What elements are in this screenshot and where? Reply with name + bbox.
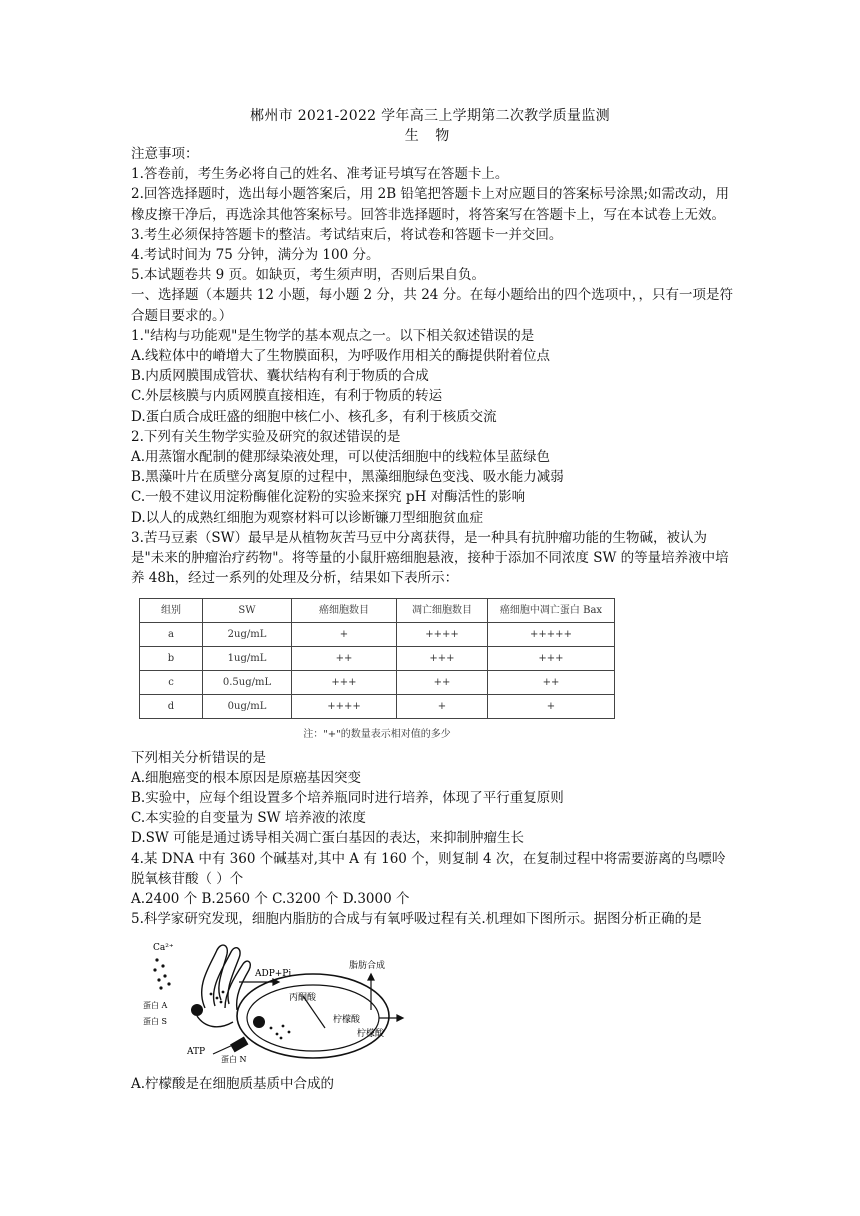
table-cell: +++++ (488, 623, 615, 647)
question-prompt: 下列相关分析错误的是 (131, 749, 266, 766)
fat-synthesis-label: 脂肪合成 (349, 960, 386, 971)
question-stem: 1."结构与功能观"是生物学的基本观点之一。以下相关叙述错误的是 (131, 327, 535, 344)
table-row (140, 623, 615, 647)
table-header-cell: 癌细胞数目 (292, 599, 397, 623)
exam-subject: 生 物 (404, 128, 456, 144)
question-option: B.内质网膜围成管状、囊状结构有利于物质的合成 (131, 368, 429, 385)
table-cell: +++ (488, 647, 615, 671)
table-header-cell: 凋亡细胞数目 (397, 599, 488, 623)
question-option: D.蛋白质合成旺盛的细胞中核仁小、核孔多，有利于核质交流 (131, 408, 497, 425)
notice-heading: 注意事项： (131, 146, 199, 162)
table-cell: b (140, 647, 203, 671)
notice-item: 5.本试题卷共 9 页。如缺页，考生须声明，否则后果自负。 (131, 267, 486, 284)
table-cell: d (140, 695, 203, 719)
question-option: B.黑藻叶片在质壁分离复原的过程中，黑藻细胞绿色变浅、吸水能力减弱 (131, 469, 564, 486)
table-cell: c (140, 671, 203, 695)
citrate-inner-label: 柠檬酸 (333, 1014, 361, 1025)
exam-title: 郴州市 2021-2022 学年高三上学期第二次教学质量监测 (250, 108, 610, 124)
results-table-wrap (139, 598, 615, 745)
table-cell: ++ (397, 671, 488, 695)
question-option: C.外层核膜与内质网膜直接相连，有利于物质的转运 (131, 388, 443, 405)
table-cell: +++ (397, 647, 488, 671)
pyruvate-label: 丙酮酸 (289, 992, 317, 1003)
exam-body (131, 144, 733, 1094)
table-cell: + (488, 695, 615, 719)
protein-s-label: 蛋白 S (143, 1016, 168, 1026)
protein-a-label: 蛋白 A (143, 1000, 168, 1010)
notice-item: 3.考生必须保持答题卡的整洁。考试结束后，将试卷和答题卡一并交回。 (131, 226, 563, 243)
question-option: B.实验中，应每个组设置多个培养瓶同时进行培养，体现了平行重复原则 (131, 790, 564, 807)
section-heading: 一、选择题（本题共 12 小题，每小题 2 分，共 24 分。在每小题给出的四个选项中，，只有一项是符合题目要求的。） (131, 287, 733, 324)
table-note: 注："+"的数量表示相对值的多少 (303, 729, 451, 741)
question-option: A.线粒体中的嵴增大了生物膜面积，为呼吸作用相关的酶提供附着位点 (131, 348, 551, 365)
table-row (140, 647, 615, 671)
table-header-cell: 组别 (140, 599, 203, 623)
question-stem: 2.下列有关生物学实验及研究的叙述错误的是 (131, 428, 401, 445)
mitochondrion-outer (237, 974, 389, 1058)
question-option: A.用蒸馏水配制的健那绿染液处理，可以使活细胞中的线粒体呈蓝绿色 (131, 449, 551, 466)
endoplasmic-reticulum (197, 945, 250, 1027)
notice-item: 4.考试时间为 75 分钟，满分为 100 分。 (131, 247, 380, 264)
table-cell: 0ug/mL (203, 695, 292, 719)
table-cell: 1ug/mL (203, 647, 292, 671)
table-cell: + (292, 623, 397, 647)
question-option: C.一般不建议用淀粉酶催化淀粉的实验来探究 pH 对酶活性的影响 (131, 489, 526, 506)
table-cell: ++ (292, 647, 397, 671)
question-stem: 5.科学家研究发现，细胞内脂肪的合成与有氧呼吸过程有关.机理如下图所示。据图分析正确的是 (131, 911, 702, 928)
question-option: A.柠檬酸是在细胞质基质中合成的 (131, 1075, 335, 1092)
table-cell: a (140, 623, 203, 647)
adp-label: ADP+Pi (255, 968, 292, 979)
atp-label: ATP (187, 1046, 206, 1057)
table-cell: ++ (488, 671, 615, 695)
question-option: C.本实验的自变量为 SW 培养液的浓度 (131, 810, 366, 827)
protein-n-label: 蛋白 N (221, 1054, 247, 1064)
table-cell: + (397, 695, 488, 719)
table-cell: ++++ (292, 695, 397, 719)
ca-label: Ca²⁺ (153, 942, 174, 953)
table-header-cell: SW (203, 599, 292, 623)
table-cell: 2ug/mL (203, 623, 292, 647)
question-stem: 3.苦马豆素（SW）最早是从植物灰苦马豆中分离获得，是一种具有抗肿瘤功能的生物碱，被认为是"未来的肿瘤治疗药物"。将等量的小鼠肝癌细胞悬液，接种于添加不同浓度 SW 的等量培养液中培养 48h，经过一系列的处理及分析，结果如下表所示： (131, 529, 729, 587)
question-stem: 4.某 DNA 中有 360 个碱基对,其中 A 有 160 个，则复制 4 次，在复制过程中将需要游离的鸟嘌呤脱氧核苷酸（ ）个 (131, 850, 726, 887)
table-cell: 0.5ug/mL (203, 671, 292, 695)
protein-s-channel (253, 1016, 265, 1028)
citrate-outer-label: 柠檬酸 (357, 1028, 385, 1039)
results-table (139, 598, 615, 719)
table-header-cell: 癌细胞中凋亡蛋白 Bax (488, 599, 615, 623)
table-cell: +++ (292, 671, 397, 695)
question-option: D.以人的成熟红细胞为观察材料可以诊断镰刀型细胞贫血症 (131, 509, 484, 526)
table-row (140, 695, 615, 719)
question-option: A.细胞癌变的根本原因是原癌基因突变 (131, 769, 362, 786)
notice-item: 1.答卷前，考生务必将自己的姓名、准考证号填写在答题卡上。 (131, 166, 509, 183)
question-option: D.SW 可能是通过诱导相关凋亡蛋白基因的表达，来抑制肿瘤生长 (131, 830, 525, 847)
protein-a-channel (191, 1004, 203, 1016)
table-cell: ++++ (397, 623, 488, 647)
table-header-row (140, 599, 615, 623)
table-row (140, 671, 615, 695)
fat-synthesis-diagram (135, 936, 405, 1064)
notice-item: 2.回答选择题时，选出每小题答案后，用 2B 铅笔把答题卡上对应题目的答案标号涂黑;如需改动，用橡皮擦干净后，再选涂其他答案标号。回答非选择题时，将答案写在答题卡上，写在本试卷上无效。 (131, 186, 730, 223)
question-options-line: A.2400 个 B.2560 个 C.3200 个 D.3000 个 (131, 891, 410, 908)
